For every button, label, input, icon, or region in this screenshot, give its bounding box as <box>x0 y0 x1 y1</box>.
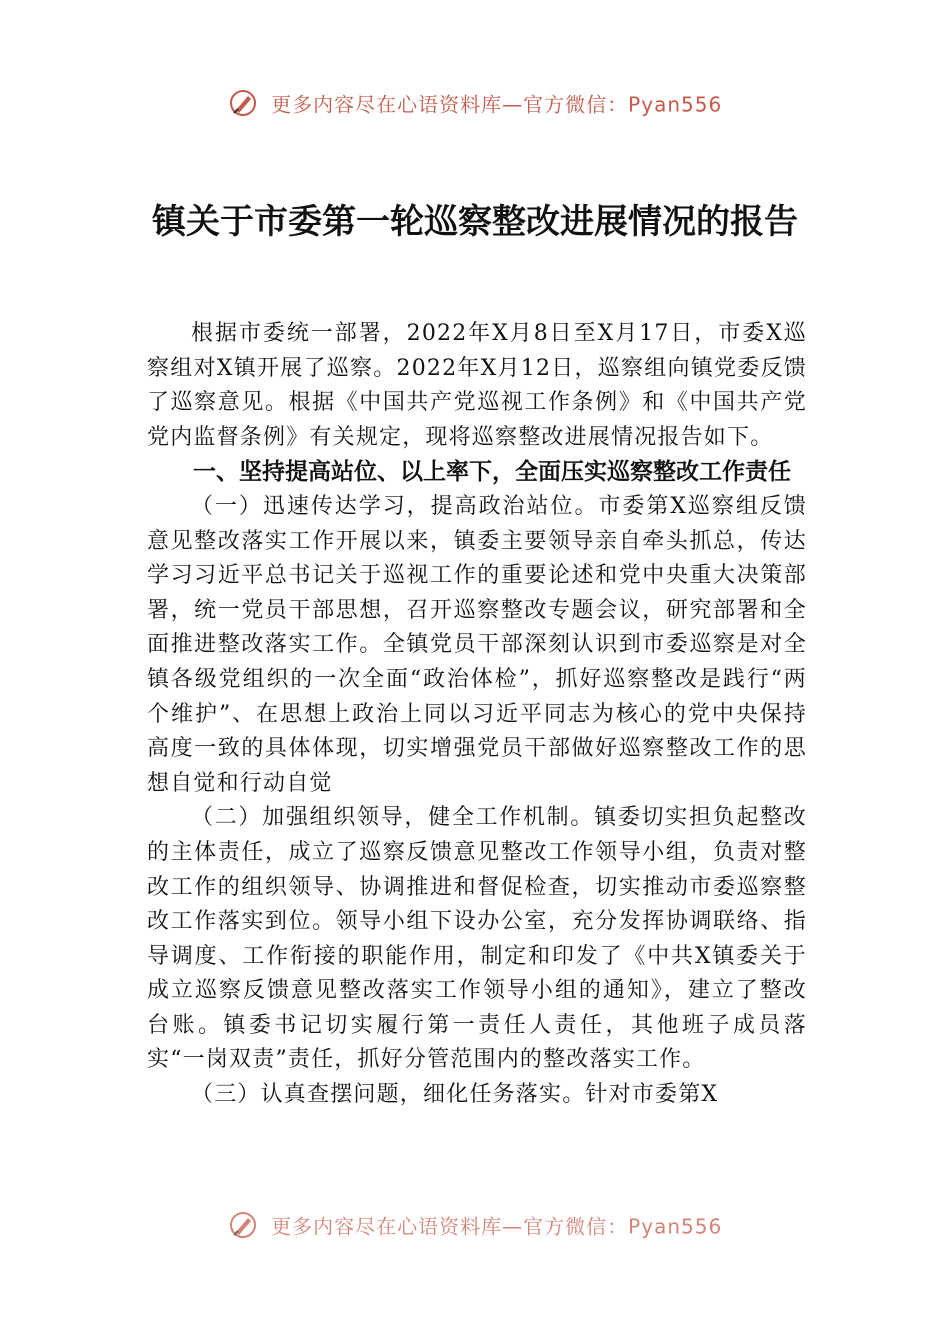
pen-logo-icon <box>228 88 258 118</box>
paragraph-1: （一）迅速传达学习，提高政治站位。市委第X巡察组反馈意见整改落实工作开展以来，镇委主要领导亲自牵头抓总，传达学习习近平总书记关于巡视工作的重要论述和党中央重大决策部署，统一党员干部思想，召开巡察整改专题会议，研究部署和全面推进整改落实工作。全镇党员干部深刻认识到市委巡察是对全镇各级党组织的一次全面“政治体检”，抓好巡察整改是践行“两个维护”、在思想上政治上同以习近平同志为核心的党中央保持高度一致的具体体现，切实增强党员干部做好巡察整改工作的思想自觉和行动自觉 <box>147 493 807 796</box>
watermark-text: 更多内容尽在心语资料库—官方微信：Pyan556 <box>271 1214 723 1239</box>
paragraph-3: （三）认真查摆问题，细化任务落实。针对市委第X <box>191 1082 719 1108</box>
header-watermark <box>0 88 950 118</box>
watermark-text: 更多内容尽在心语资料库—官方微信：Pyan556 <box>271 92 723 117</box>
intro-paragraph: 根据市委统一部署，2022年X月8日至X月17日，市委X巡察组对X镇开展了巡察。2022年X月12日，巡察组向镇党委反馈了巡察意见。根据《中国共产党巡视工作条例》和《中国共产党党内监督条例》有关规定，现将巡察整改进展情况报告如下。 <box>147 321 807 450</box>
document-body <box>147 317 807 1113</box>
footer-watermark <box>0 1210 950 1240</box>
paragraph-2: （二）加强组织领导，健全工作机制。镇委切实担负起整改的主体责任，成立了巡察反馈意见整改工作领导小组，负责对整改工作的组织领导、协调推进和督促检查，切实推动市委巡察整改工作落实到位。领导小组下设办公室，充分发挥协调联络、指导调度、工作衔接的职能作用，制定和印发了《中共X镇委关于成立巡察反馈意见整改落实工作领导小组的通知》，建立了整改台账。镇委书记切实履行第一责任人责任，其他班子成员落实“一岗双责”责任，抓好分管范围内的整改落实工作。 <box>147 805 807 1073</box>
document-title: 镇关于市委第一轮巡察整改进展情况的报告 <box>152 202 798 242</box>
pen-logo-icon <box>228 1210 258 1240</box>
section-heading-1: 一、坚持提高站位、以上率下，全面压实巡察整改工作责任 <box>193 459 791 486</box>
